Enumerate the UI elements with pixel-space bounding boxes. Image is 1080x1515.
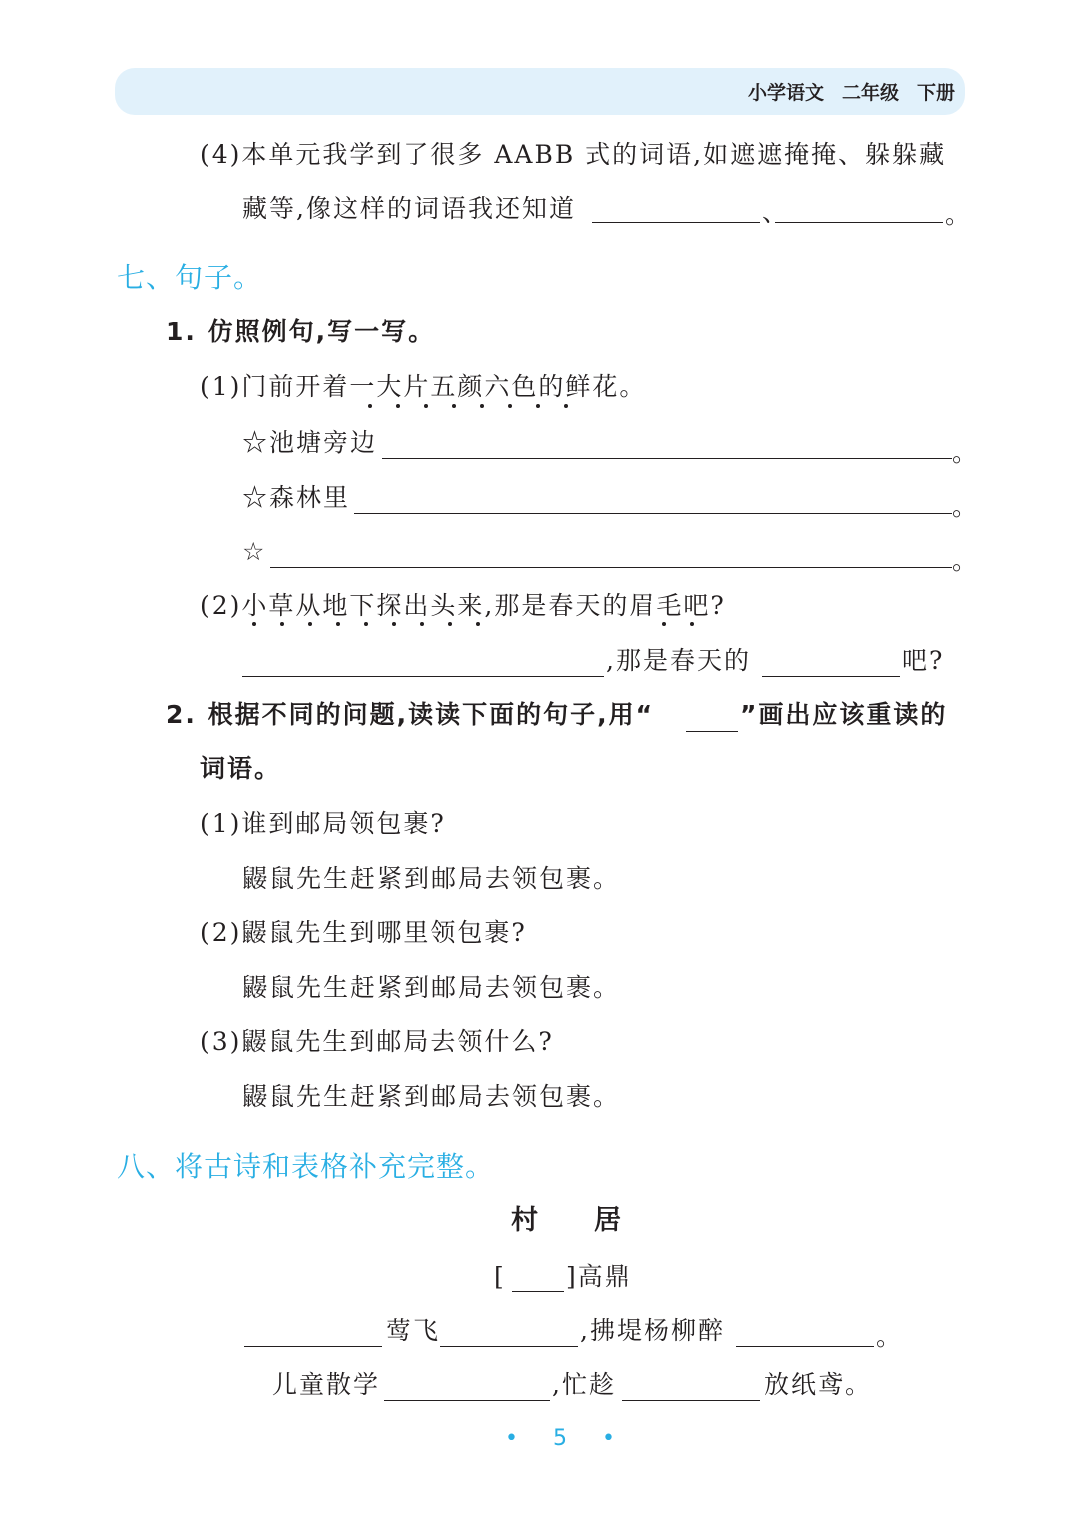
poem-line1-a: 莺飞 <box>386 1316 441 1345</box>
page-number: • 5 • <box>505 1426 629 1451</box>
question-two-title-c: 词语。 <box>200 754 282 783</box>
answer-blank[interactable] <box>592 222 760 223</box>
period: 。 <box>952 492 980 521</box>
dynasty-blank[interactable] <box>512 1291 564 1292</box>
star-icon: ☆ <box>242 483 270 512</box>
example-sentence-1: (1)门前开着一大片五颜六色的鲜花。 <box>200 372 647 401</box>
top-line1: (4)本单元我学到了很多 AABB 式的词语,如遮遮掩掩、躲躲藏 <box>200 140 947 169</box>
answer-blank[interactable] <box>244 1346 382 1347</box>
poem-line1-b: ,拂堤杨柳醉 <box>580 1316 725 1345</box>
answer-blank[interactable] <box>354 513 952 514</box>
poem-line2-b: ,忙趁 <box>552 1370 616 1399</box>
example-sentence-2: (2)小草从地下探出头来,那是春天的眉毛吧? <box>200 591 726 620</box>
section-seven-title: 七、句子。 <box>117 261 263 294</box>
sentence-2-2[interactable]: 鼹鼠先生赶紧到邮局去领包裹。 <box>242 973 621 1002</box>
answer-blank[interactable] <box>382 458 952 459</box>
author-bracket-close-char: ] <box>566 1262 578 1291</box>
question-2-1: (1)谁到邮局领包裹? <box>200 809 446 838</box>
period: 。 <box>876 1322 904 1351</box>
question-2-2: (2)鼹鼠先生到哪里领包裹? <box>200 918 527 947</box>
question-two-title-a: 2. 根据不同的问题,读读下面的句子,用“ <box>166 700 655 729</box>
star-item-2 <box>242 483 350 513</box>
star-item-1 <box>242 428 377 458</box>
sentence-2-1[interactable]: 鼹鼠先生赶紧到邮局去领包裹。 <box>242 864 621 893</box>
star-item-prefix: 池塘旁边 <box>269 428 378 457</box>
separator: 、 <box>762 198 790 227</box>
answer-blank[interactable] <box>242 676 604 677</box>
star-item-3 <box>242 537 266 567</box>
poem-line2-a: 儿童散学 <box>272 1370 381 1399</box>
star-item-prefix: 森林里 <box>269 483 351 512</box>
answer-blank[interactable] <box>384 1400 550 1401</box>
sentence-2-3[interactable]: 鼹鼠先生赶紧到邮局去领包裹。 <box>242 1082 621 1111</box>
fill-end-text: 吧? <box>902 646 945 675</box>
header-subject: 小学语文 <box>747 82 824 104</box>
star-icon: ☆ <box>242 537 267 566</box>
fill-middle-text: ,那是春天的 <box>606 646 751 675</box>
question-two-title-b: ”画出应该重读的 <box>740 700 948 729</box>
header-info <box>730 78 955 105</box>
underline-sample <box>686 731 738 732</box>
answer-blank[interactable] <box>736 1346 874 1347</box>
answer-blank[interactable] <box>622 1400 760 1401</box>
period: 。 <box>952 438 980 467</box>
author-bracket-open: [ <box>494 1262 506 1291</box>
author-bracket-close <box>566 1262 632 1292</box>
question-2-3: (3)鼹鼠先生到邮局去领什么? <box>200 1027 554 1056</box>
star-icon: ☆ <box>242 428 270 457</box>
answer-blank[interactable] <box>270 567 952 568</box>
poem-line2-c: 放纸鸢。 <box>764 1370 873 1399</box>
header-grade: 二年级 <box>841 82 899 104</box>
answer-blank[interactable] <box>762 676 900 677</box>
period: 。 <box>945 200 973 229</box>
poem-author: 高鼎 <box>577 1262 632 1291</box>
period: 。 <box>952 546 980 575</box>
question-one-title: 1. 仿照例句,写一写。 <box>166 317 436 346</box>
top-line2: 藏等,像这样的词语我还知道 <box>242 194 576 223</box>
header-volume: 下册 <box>916 82 955 104</box>
poem-title: 村居 <box>511 1205 677 1236</box>
section-eight-title: 八、将古诗和表格补充完整。 <box>117 1150 495 1183</box>
answer-blank[interactable] <box>440 1346 578 1347</box>
answer-blank[interactable] <box>775 222 943 223</box>
